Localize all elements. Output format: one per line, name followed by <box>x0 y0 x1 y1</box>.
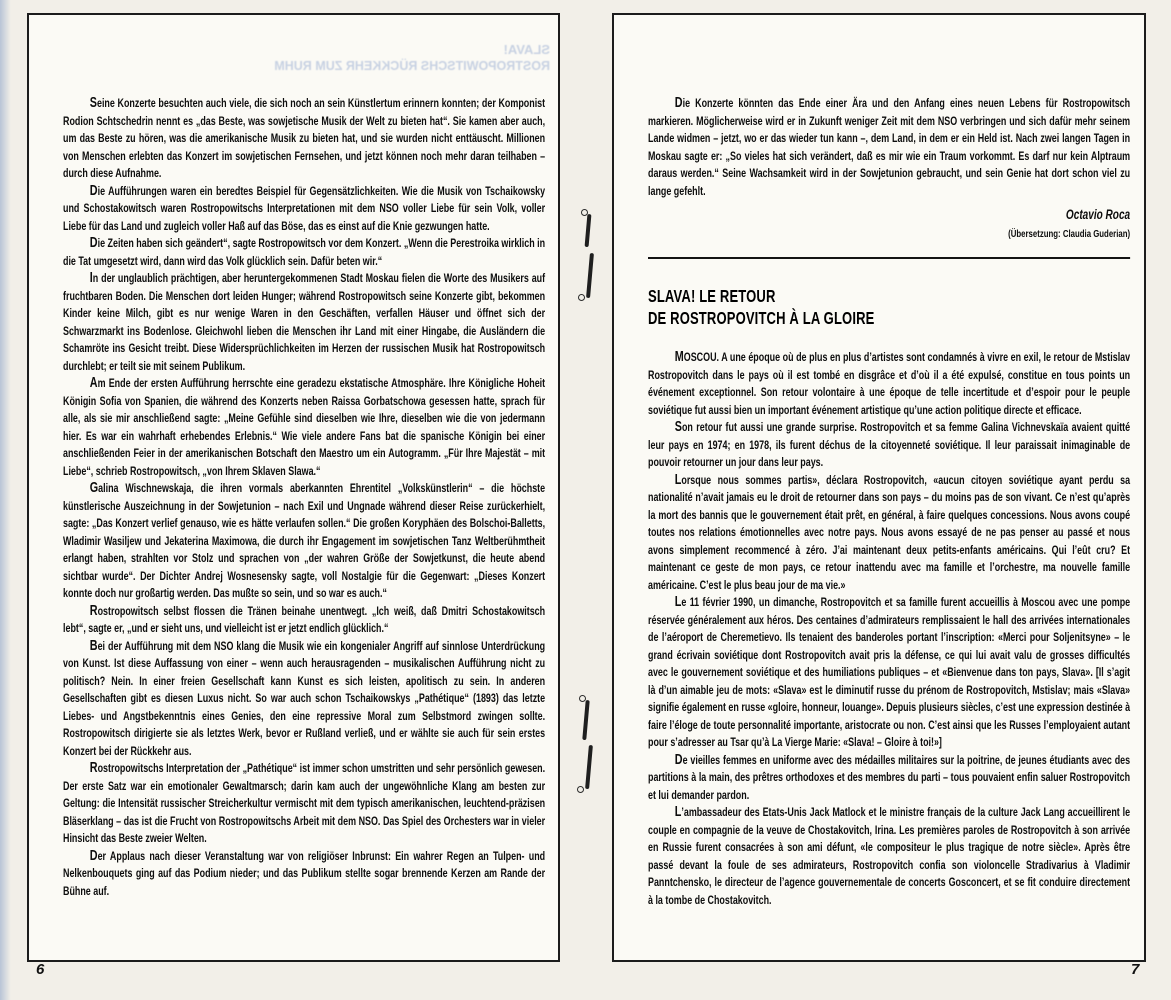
paragraph <box>648 594 1130 752</box>
paragraph <box>63 760 545 848</box>
lead-letter: R <box>89 760 98 776</box>
paragraph-text: e 11 février 1990, un dimanche, Rostropovitch et sa famille furent accueillis à Moscou avec une pompe réservée généralement aux héros. Des centaines d’admirateurs remplissaient le hall des arrivées internationales de l’aéroport de Cheremetievo. Ils tenaient des banderoles portant l’inscription: «Merci pour Soljenitsyne» – le grand écrivain soviétique dont Rostropovitch avait pris la défense, ce qui lui avait valu de grosses difficultés avec le gouvernement soviétique et des humiliations publiques – et «Bienvenue dans ton pays, Slava». [Il s’agit là d’un aimable jeu de mots: «Slava» est le diminutif russe du prénom de Rostropovitch, Mstislav; mais «Slava» signifie également en russe «gloire, honneur, louange». Depuis plusieurs siècles, c’est une expression destinée à faire l’éloge de toute personnalité importante, aristocrate ou non. C’est ainsi que les Russes l’employaient autant pour s’adresser au Tsar qu’à La Vierge Marie: «Slava! – Gloire à toi!»] <box>648 595 1131 749</box>
page-number-right: 7 <box>1131 961 1140 978</box>
lead-letter: S <box>674 419 682 435</box>
paragraph <box>63 480 545 603</box>
paragraph-text: e vieilles femmes en uniforme avec des médailles militaires sur la poitrine, de jeunes étudiants avec des partitions à la main, des prêtres orthodoxes et des membres du parti – tous pouvaient enfin saluer Rostropovitch et lui demander pardon. <box>648 752 1131 802</box>
paragraph <box>63 848 545 901</box>
bleedthrough-line-1: SLAVA! <box>503 42 550 57</box>
author-name: Octavio Roca <box>1065 207 1131 222</box>
lead-letter: A <box>89 375 98 391</box>
paragraph-text: m Ende der ersten Aufführung herrschte eine geradezu ekstatische Atmosphäre. Ihre Königliche Hoheit Königin Sofia von Spanien, die während des Konzerts neben Raissa Gorbatschowa gesessen hatte, sprach für alle, als sie mir anschließend sagte: „Meine Gefühle sind dieselben wie Ihre, dieselben wie die von jedermann hier. Es war ein wahrhaft erhebendes Erlebnis.“ Wie viele andere Fans bat die spanische Königin bei einer anschließenden Feier in der amerikanischen Botschaft den Maestro um ein Autogramm. „Für Ihre Majestät – mit Liebe“, schrieb Rostropowitsch, „von Ihrem Sklaven Slawa.“ <box>63 376 546 478</box>
paragraph <box>63 235 545 270</box>
paragraph-text: OSCOU. A une époque où de plus en plus d’artistes sont condamnés à vivre en exil, le retour de Mstislav Rostropovitch dans le pays où il est tombé en disgrâce et d’où il a été expulsé, constitue en tous points un événement exceptionnel. Son retour volontaire à une époque de telle incertitude et d’espoir pour le peuple soviétique fut aussi bien un important événement artistique qu’une action politique directe et efficace. <box>648 350 1131 417</box>
scan-edge <box>0 0 12 1000</box>
paragraph <box>63 638 545 761</box>
paragraph <box>63 375 545 480</box>
paragraph <box>63 183 545 236</box>
bleedthrough-title <box>230 41 550 75</box>
page-number-left: 6 <box>36 961 45 978</box>
paragraph-text: ei der Aufführung mit dem NSO klang die Musik wie ein kongenialer Angriff auf sinnlose Unterdrückung von Kunst. Ist diese Auffassung von einer – wenn auch herausragenden – musikalischen Aufführung nicht zu politisch? Nein. In einer freien Gesellschaft kann Kunst es sich leisten, apolitisch zu sein. In anderen Gesellschaften gibt es diesen Luxus nicht. So war auch schon Tschaikowskys „Pathétique“ (1893) das letzte Liebes- und Angstbekenntnis eines Genies, den eine repressive Moral zum Selbstmord zwingen sollte. Rostropowitsch dirigierte sie als letztes Werk, bevor er Rußland verließ, und er wählte sie auch für sein erstes Konzert bei der Rückkehr aus. <box>63 638 546 758</box>
lead-letter: R <box>89 602 98 619</box>
lead-letter: D <box>674 751 683 768</box>
french-headline <box>648 285 1130 329</box>
staple-hook <box>577 786 584 793</box>
paragraph <box>63 270 545 375</box>
paragraph <box>63 95 545 183</box>
lead-letter: I <box>89 270 93 286</box>
paragraph-text: on retour fut aussi une grande surprise. Rostropovitch et sa femme Galina Vichnevskaïa avaient quitté leur pays en 1974; en 1978, ils furent déchus de la citoyenneté soviétique. Il leur paraissait inimaginable de pouvoir retourner un jour dans leur pays. <box>648 420 1131 469</box>
staple-leg <box>586 253 593 298</box>
lead-letter: L <box>674 804 682 820</box>
section-divider <box>648 257 1130 259</box>
page-6 <box>27 13 560 962</box>
paragraph-text: ie Aufführungen waren ein beredtes Beispiel für Gegensätzlichkeiten. Wie die Musik von Tschaikowsky und Schostakowitsch waren Rostropowitschs Interpretationen mit dem NSO voller Liebe für sein Volk, voller Liebe für das Land und zugleich voller Haß auf das Böse, das es einst auf die Knie gezwungen hatte. <box>63 183 546 233</box>
paragraph-text: ostropowitsch selbst flossen die Tränen beinahe unentwegt. „Ich weiß, daß Dmitri Schostakowitsch lebt“, sagte er, „und er sieht uns, und vielleicht ist er jetzt endlich glücklich.“ <box>63 603 546 635</box>
paragraph-text: n der unglaublich prächtigen, aber heruntergekommenen Stadt Moskau fielen die Worte des Musikers auf fruchtbaren Boden. Die Menschen dort leiden Hunger; während Rostropowitsch seine Konzerte gibt, bekommen Kinder keine Milch, gibt es nur wenige Waren in den Geschäften, verfallen Häuser und öffnet sich der Schwarzmarkt ins Bodenlose. Gleichwohl lieben die Menschen ihr Land mit einer Hingabe, die Ausländern die Schamröte ins Gesicht treibt. Diese Widersprüchlichkeiten im Herzen der russischen Musik hat Rostropowitsch durchlebt; er teilt sie mit seinem Publikum. <box>63 271 546 373</box>
paragraph <box>648 349 1130 419</box>
page-7-text-column <box>648 95 1130 909</box>
paragraph-text: ie Konzerte könnten das Ende einer Ära und den Anfang eines neuen Lebens für Rostropowitsch markieren. Möglicherweise wird er in Zukunft weniger Zeit mit dem NSO verbringen und sich dafür mehr seinem Lande widmen – jetzt, wo er das wieder tun kann –, dem Land, in dem er ein Held ist. Nach zwei langen Tagen in Moskau sagte er: „So vieles hat sich verändert, daß es mir wie ein Traum vorkommt. Es darf nur kein Alptraum daraus werden.“ Seine Wachsamkeit wird in der Sowjetunion gebraucht, und sein Genie hat dort schon viel zu lange gefehlt. <box>648 96 1131 198</box>
paragraph <box>648 752 1130 805</box>
staple-leg <box>585 745 592 789</box>
translation-credit: (Übersetzung: Claudia Guderian) <box>1008 227 1131 240</box>
staple-leg <box>582 700 589 740</box>
lead-letter: B <box>89 637 98 654</box>
paragraph-text: alina Wischnewskaja, die ihren vormals aberkannten Ehrentitel „Volkskünstlerin“ – die höchste künstlerische Auszeichnung in der Sowjetunion – nach Exil und Ungnade während dieser Reise zurückerhielt, sagte: „Das Konzert verlief genauso, wie es hätte verlaufen sollen.“ Die großen Koryphäen des Bolschoi-Balletts, Wladimir Wasiljew und Jekaterina Maximowa, die durch ihr Engagement im sowjetischen Tanz Weltberühmtheit erlangt haben, strahlten vor Stolz und sprachen von „der wahren Größe der Sowjetkunst, die heute abend sichtbar wurde“. Der Dichter Andrej Wosnesensky sagte, voll Nostalgie für die Gegenwart: „Dieses Konzert konnte doch nur großartig werden. Das mußte so sein, und so war es auch.“ <box>63 481 546 600</box>
staple-leg <box>585 214 591 247</box>
lead-letter: D <box>89 235 98 251</box>
bleedthrough-line-2: ROSTROPOWITSCHS RÜCKKEHR ZUM RUHM <box>274 59 550 73</box>
paragraph <box>63 603 545 638</box>
headline-line-1: SLAVA! LE RETOUR <box>648 286 776 306</box>
paragraph <box>648 472 1130 595</box>
signature-block <box>648 206 1130 243</box>
paragraph-text: ostropowitschs Interpretation der „Pathétique“ ist immer schon umstritten und sehr persönlich gewesen. Der erste Satz war ein emotionaler Gewaltmarsch; darin kam auch der ungewöhnliche Klang am besten zur Geltung: die Intensität russischer Streicherkultur vermischt mit dem typisch amerikanischen, leuchtend-präzisen Bläserklang – das ist die Frucht von Rostropowitschs Arbeit mit dem NSO. Das Spiel des Orchesters war in vieler Hinsicht das Beste zweier Welten. <box>63 761 546 845</box>
lead-letter: M <box>674 349 684 365</box>
paragraph <box>648 419 1130 472</box>
staple-hook <box>578 294 585 301</box>
lead-letter: G <box>89 480 99 496</box>
lead-letter: D <box>674 95 683 111</box>
paragraph <box>648 95 1130 200</box>
lead-letter: D <box>89 182 98 199</box>
lead-letter: L <box>674 471 682 488</box>
lead-letter: L <box>674 594 682 610</box>
paragraph-text: ’ambassadeur des Etats-Unis Jack Matlock et le ministre français de la culture Jack Lang accueillirent le couple en compagnie de la veuve de Chostakovitch, Irina. Les premières paroles de Rostropovitch à son arrivée en Russie furent consacrées à son ami défunt, «le compositeur le plus tragique de notre siècle». Après être passé devant la foule de ses admirateurs, Rostropovitch confia son violoncelle Stradivarius à Vladimir Panntchensko, le directeur de l’agence gouvernementale de concerts Gosconcert, et se fit conduire directement à la tombe de Chostakovitch. <box>648 805 1131 907</box>
paragraph-text: er Applaus nach dieser Veranstaltung war von religiöser Inbrunst: Ein wahrer Regen an Tulpen- und Nelkenbouquets ging auf das Podium nieder; und das Publikum stellte sogar brennende Kerzen am Rande der Bühne auf. <box>63 848 546 898</box>
lead-letter: D <box>89 847 98 864</box>
paragraph <box>648 804 1130 909</box>
headline-line-2: DE ROSTROPOVITCH À LA GLOIRE <box>648 308 875 328</box>
page-6-text-column <box>63 95 545 900</box>
page-7 <box>612 13 1146 962</box>
paragraph-text: orsque nous sommes partis», déclara Rostropovitch, «aucun citoyen soviétique ayant perdu sa nationalité n’avait jamais eu le droit de retourner dans son pays – du moins pas de son vivant. Ce n’est qu’après la mort des bannis que le gouvernement était prêt, en général, à faire quelques concessions. Nous avons coupé toutes nos relations émotionnelles avec notre pays. Nous avons essayé de ne pas penser au passé et nous avons simplement recommencé à zéro. J’ai maintenant deux petits-enfants américains. Qui l’eût cru? Et maintenant ce geste de mon pays, ce retour inattendu avec ma famille et l’orchestre, ma nouvelle famille américaine. C’est le plus beau jour de ma vie.» <box>648 472 1131 592</box>
paragraph-text: eine Konzerte besuchten auch viele, die sich noch an sein Künstlertum erinnern konnten; der Komponist Rodion Schtschedrin nennt es „das Beste, was sowjetische Musik der Welt zu bieten hat“. Sie kamen aber auch, um das Beste zu hören, was die amerikanische Musik zu bieten hat, und sie wurden nicht enttäuscht. Millionen von Menschen erlebten das Konzert im sowjetischen Fernsehen, und jetzt können noch mehr daran teilhaben – durch diese Aufnahme. <box>63 96 546 180</box>
paragraph-text: ie Zeiten haben sich geändert“, sagte Rostropowitsch vor dem Konzert. „Wenn die Perestroika wirklich in die Tat umgesetzt wird, dann wird das Volk glücklich sein. Dafür beten wir.“ <box>63 236 546 268</box>
lead-letter: S <box>89 95 97 111</box>
